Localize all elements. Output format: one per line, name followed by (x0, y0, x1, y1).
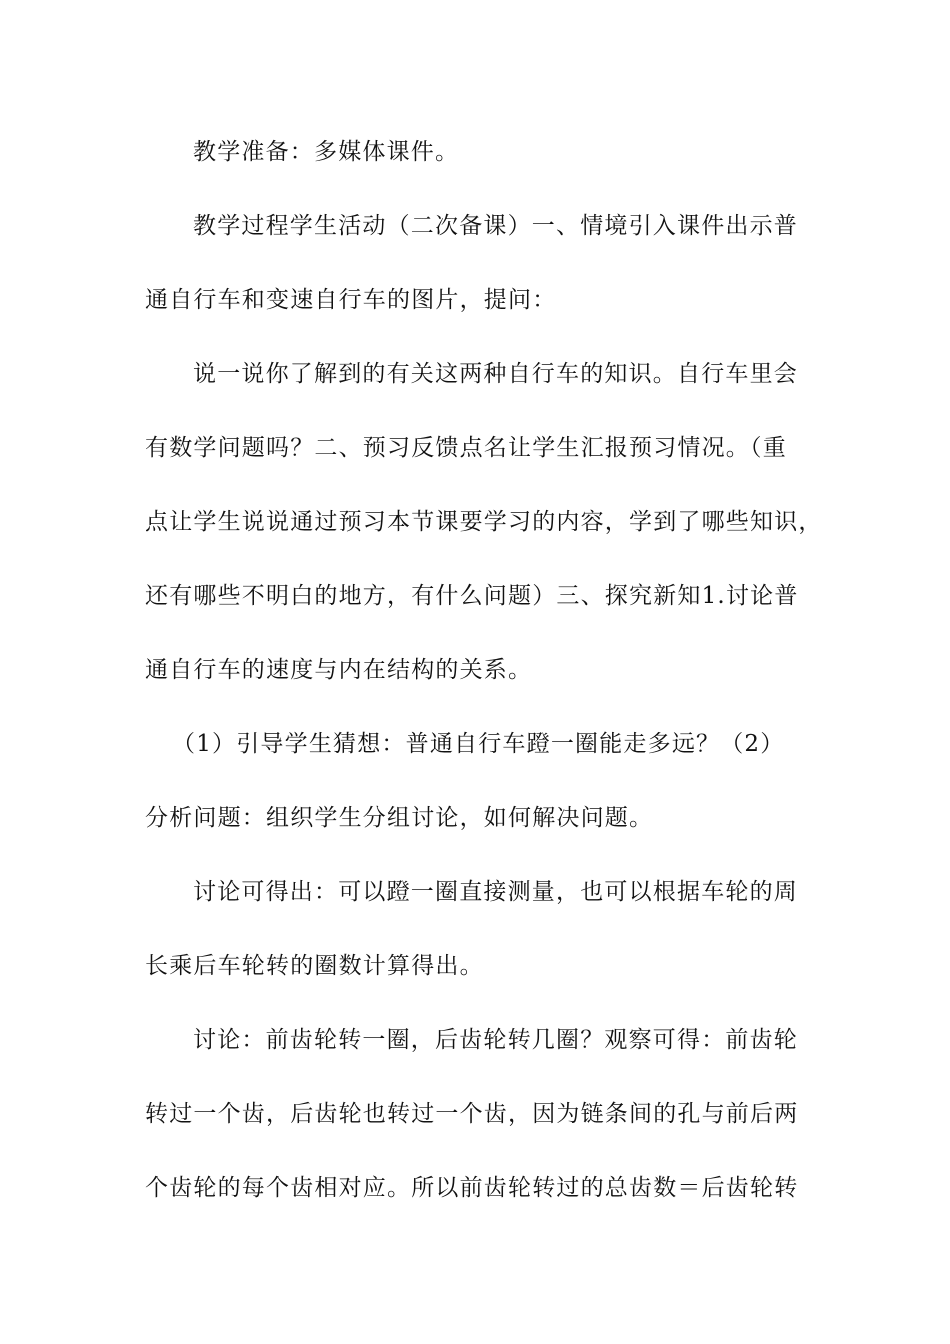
text-line: 还有哪些不明白的地方，有什么问题）三、探究新知1.讨论普 (145, 583, 799, 609)
text-line: （1）引导学生猜想：普通自行车蹬一圈能走多远？（2） (172, 731, 785, 757)
text-line: 教学过程学生活动（二次备课）一、情境引入课件出示普 (193, 213, 798, 239)
text-line: 点让学生说说通过预习本节课要学习的内容，学到了哪些知识， (145, 509, 823, 535)
text-line: 讨论可得出：可以蹬一圈直接测量，也可以根据车轮的周 (193, 879, 798, 905)
text-line: 转过一个齿，后齿轮也转过一个齿，因为链条间的孔与前后两 (145, 1101, 799, 1127)
text-line: 通自行车的速度与内在结构的关系。 (145, 657, 533, 683)
text-line: 有数学问题吗？二、预习反馈点名让学生汇报预习情况。（重 (145, 435, 787, 461)
text-line: 通自行车和变速自行车的图片，提问： (145, 287, 557, 313)
text-line: 讨论：前齿轮转一圈，后齿轮转几圈？观察可得：前齿轮 (193, 1027, 798, 1053)
text-line: 长乘后车轮转的圈数计算得出。 (145, 953, 484, 979)
text-line: 个齿轮的每个齿相对应。所以前齿轮转过的总齿数＝后齿轮转 (145, 1175, 799, 1201)
text-line: 分析问题：组织学生分组讨论，如何解决问题。 (145, 805, 654, 831)
text-line: 教学准备：多媒体课件。 (193, 139, 460, 165)
text-line: 说一说你了解到的有关这两种自行车的知识。自行车里会 (193, 361, 798, 387)
